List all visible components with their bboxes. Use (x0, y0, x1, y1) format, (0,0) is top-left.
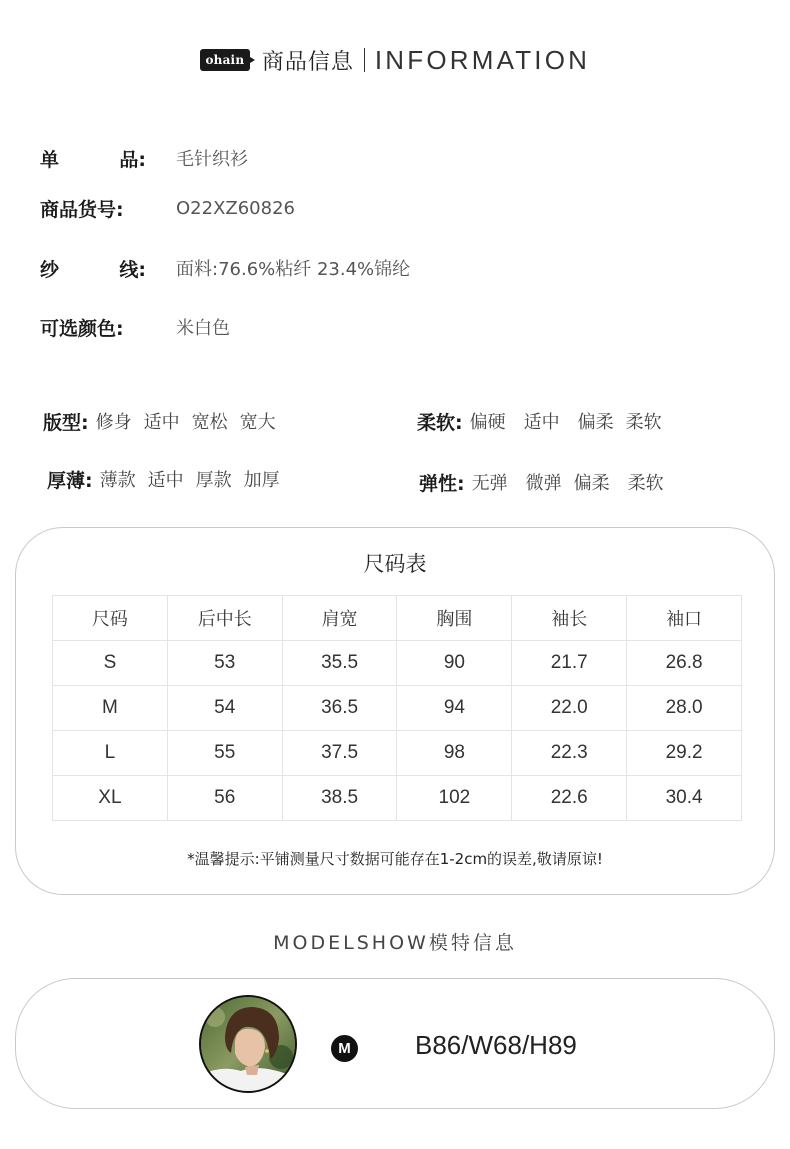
attr-thickness-option-selected: 适中 (147, 466, 185, 492)
table-cell: 98 (397, 731, 512, 776)
brand-logo: ohain (200, 49, 250, 71)
table-cell: 22.0 (512, 686, 627, 731)
info-row-color (40, 312, 230, 342)
table-cell: 38.5 (282, 776, 397, 821)
model-avatar (199, 995, 297, 1093)
page-header (0, 40, 790, 80)
attr-thickness (47, 462, 291, 496)
attr-softness-option: 偏柔 (577, 412, 614, 433)
table-cell: S (53, 641, 168, 686)
table-cell: 56 (167, 776, 282, 821)
table-cell: 55 (167, 731, 282, 776)
attr-fit-label: 版型: (43, 411, 89, 434)
color-value: 米白色 (176, 318, 230, 339)
attr-fit-option-selected: 适中 (143, 408, 181, 434)
table-row (53, 776, 742, 821)
model-portrait-image (201, 997, 295, 1091)
attr-elasticity-option: 无弹 (471, 473, 508, 494)
yarn-label: 纱 线: (40, 258, 146, 281)
attr-softness-option-selected: 适中 (523, 408, 561, 434)
attr-thickness-option: 加厚 (243, 470, 280, 491)
attr-thickness-option: 厚款 (195, 470, 232, 491)
attr-softness (417, 404, 673, 438)
table-row (53, 731, 742, 776)
table-cell: 37.5 (282, 731, 397, 776)
table-cell: 90 (397, 641, 512, 686)
attr-fit (43, 404, 287, 438)
size-chart-note: *温馨提示:平铺测量尺寸数据可能存在1-2cm的误差,敬请原谅! (187, 850, 603, 868)
size-table-header: 尺码 (53, 596, 168, 641)
info-row-item (40, 143, 248, 173)
table-cell: 53 (167, 641, 282, 686)
header-title-cn: 商品信息 (261, 49, 354, 75)
table-cell: M (53, 686, 168, 731)
attr-elasticity (419, 465, 675, 499)
attr-fit-option: 宽大 (239, 412, 276, 433)
size-table (52, 595, 742, 821)
table-cell: 36.5 (282, 686, 397, 731)
table-row (53, 641, 742, 686)
table-cell: 22.3 (512, 731, 627, 776)
table-cell: 28.0 (627, 686, 742, 731)
code-value: O22XZ60826 (176, 197, 295, 219)
attr-softness-option: 偏硬 (469, 412, 506, 433)
table-cell: 22.6 (512, 776, 627, 821)
size-table-header: 后中长 (167, 596, 282, 641)
table-cell: 30.4 (627, 776, 742, 821)
size-table-header: 肩宽 (282, 596, 397, 641)
model-show-title: MODELSHOW模特信息 (273, 932, 517, 954)
table-row (53, 686, 742, 731)
attr-softness-option: 柔软 (625, 412, 662, 433)
color-label: 可选颜色: (40, 317, 124, 340)
header-title-en: INFORMATION (374, 44, 591, 75)
table-cell: 94 (397, 686, 512, 731)
table-cell: 54 (167, 686, 282, 731)
yarn-value: 面料:76.6%粘纤 23.4%锦纶 (176, 259, 411, 280)
model-card (15, 978, 775, 1109)
size-table-header: 胸围 (397, 596, 512, 641)
attr-elasticity-option-selected: 微弹 (525, 469, 563, 495)
size-table-header: 袖长 (512, 596, 627, 641)
info-row-code (40, 193, 295, 223)
table-cell: XL (53, 776, 168, 821)
attr-thickness-option: 薄款 (99, 470, 136, 491)
table-cell: 21.7 (512, 641, 627, 686)
size-chart-title: 尺码表 (363, 552, 427, 576)
info-row-yarn (40, 253, 410, 283)
item-value: 毛针织衫 (176, 149, 248, 170)
attr-thickness-label: 厚薄: (47, 469, 93, 492)
attr-softness-label: 柔软: (417, 411, 463, 434)
attr-elasticity-label: 弹性: (419, 472, 465, 495)
table-cell: 26.8 (627, 641, 742, 686)
attr-elasticity-option: 偏柔 (573, 473, 610, 494)
table-cell: 35.5 (282, 641, 397, 686)
table-cell: 29.2 (627, 731, 742, 776)
model-measurements: B86/W68/H89 (415, 1030, 577, 1060)
attr-elasticity-option: 柔软 (627, 473, 664, 494)
attr-fit-option: 修身 (95, 412, 132, 433)
size-table-header-row (53, 596, 742, 641)
header-divider (364, 48, 365, 72)
item-label: 单 品: (40, 148, 146, 171)
table-cell: L (53, 731, 168, 776)
code-label: 商品货号: (40, 198, 124, 221)
attr-fit-option: 宽松 (191, 412, 228, 433)
table-cell: 102 (397, 776, 512, 821)
size-table-header: 袖口 (627, 596, 742, 641)
model-size-badge: M (331, 1035, 358, 1062)
